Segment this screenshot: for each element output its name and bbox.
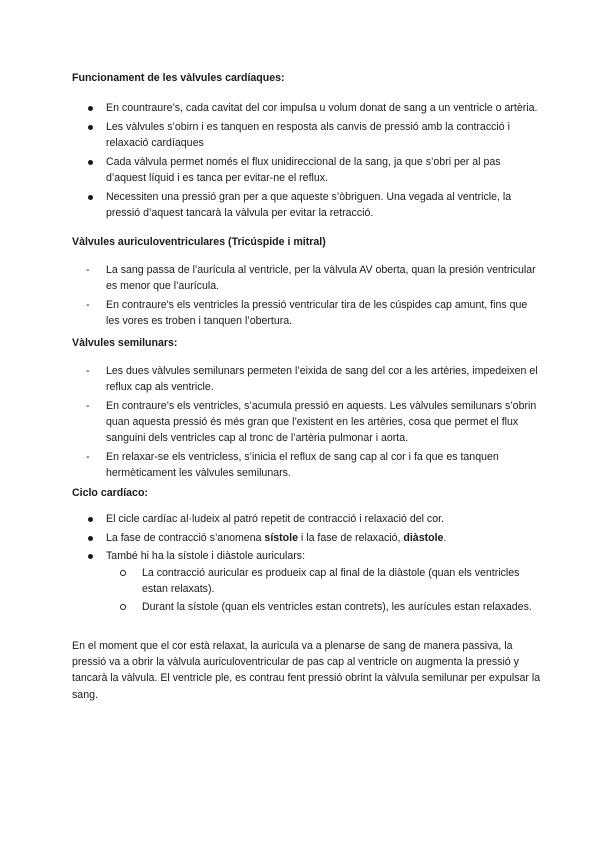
list-auriculoventriculares (72, 262, 542, 332)
dash-marker: - (86, 365, 90, 377)
bullet-dot-icon (88, 536, 93, 541)
list-item: Necessiten una pressió gran per a que aqueste s’òbriguen. Una vegada al ventricle, la pressió d’aquest tancarà la vàlvula per evitar la retracció. (72, 189, 542, 221)
bullet-dot-icon (88, 160, 93, 165)
list-item: En countraure’s, cada cavitat del cor impulsa u volum donat de sang a un ventricle o artèria. (72, 100, 542, 116)
dash-marker: - (86, 399, 90, 412)
bullet-dot-icon (88, 554, 93, 559)
list-funcionament (72, 100, 542, 223)
list-item: - En contraure’s els ventricles, s’acumula pressió en aquests. Les vàlvules semilunars s’obrin quan aquesta pressió és més gran que l’existent en les artèries, cosa que permet el flux sanguini dels ventricles cap al tronc de l’artèria pulmonar i aorta. (86, 399, 537, 445)
heading-semilunars: Vàlvules semilunars: (72, 337, 178, 349)
dash-marker: - (86, 298, 90, 311)
sublist-auriculars (72, 565, 542, 616)
dash-marker: - (86, 451, 90, 464)
sub-list-item: La contracció auricular es produeix cap al final de la diàstole (quan els ventricles estan relaxats). (106, 565, 542, 597)
list-item: - En contraure's els ventricles la pressió ventricular tira de les cúspides cap amunt, fins que les vores es troben i tanquen l’obertura. (86, 298, 528, 328)
dash-marker: - (86, 264, 90, 276)
bullet-circle-icon (120, 570, 126, 576)
list-item: - En relaxar-se els ventricless, s’inicia el reflux de sang cap al cor i fa que es tanquen hermèticament les vàlvules semilunars. (86, 451, 499, 480)
bullet-dot-icon (88, 517, 93, 522)
sistole-term: sístole (264, 531, 298, 544)
list-item: El cicle cardíac al·ludeix al patró repetit de contracció i relaxació del cor. (72, 511, 542, 527)
list-item: - Les dues vàlvules semilunars permeten l’eixida de sang del cor a les artèries, impedeixen el reflux cap als ventricle. (86, 365, 538, 394)
heading-ciclo: Ciclo cardíaco: (72, 487, 148, 499)
heading-auriculoventriculares: Vàlvules auriculoventriculares (Tricúspide i mitral) (72, 236, 326, 248)
heading-funcionament: Funcionament de les vàlvules cardíaques: (72, 72, 285, 84)
diastole-term: diàstole (403, 531, 444, 544)
list-item: Les vàlvules s’obirn i es tanquen en resposta als canvis de pressió amb la contracció i relaxació cardíaques (72, 119, 542, 151)
list-item: - La sang passa de l’aurícula al ventricle, per la vàlvula AV oberta, quan la presión ventricular es menor que l’aurícula. (86, 264, 536, 293)
closing-paragraph: En el moment que el cor està relaxat, la auricula va a plenarse de sang de manera passiva, la pressió va a obrir la vàlvula auriculoventricular de pas cap al ventricle on augmenta la pressió y tancarà la vàlvula. El ventricle ple, es contrau fent pressió obrint la vàlvula semilunar per expulsar la sang. (72, 640, 541, 701)
bullet-dot-icon (88, 106, 93, 111)
list-item: Cada vàlvula permet només el flux unidireccional de la sang, ja que s’obri per al pas d’aquest líquid i es tanca per evitar-ne el reflux. (72, 154, 542, 186)
list-item: La fase de contracció s’anomena sístole i la fase de relaxació, diàstole. (72, 530, 542, 546)
list-ciclo (72, 511, 542, 617)
bullet-dot-icon (88, 125, 93, 130)
list-semilunars (72, 363, 542, 484)
bullet-dot-icon (88, 195, 93, 200)
list-item: També hi ha la sístole i diàstole auriculars: (72, 548, 542, 564)
bullet-circle-icon (120, 604, 126, 610)
sub-list-item: Durant la sístole (quan els ventricles estan contrets), les aurícules estan relaxades. (106, 599, 542, 615)
